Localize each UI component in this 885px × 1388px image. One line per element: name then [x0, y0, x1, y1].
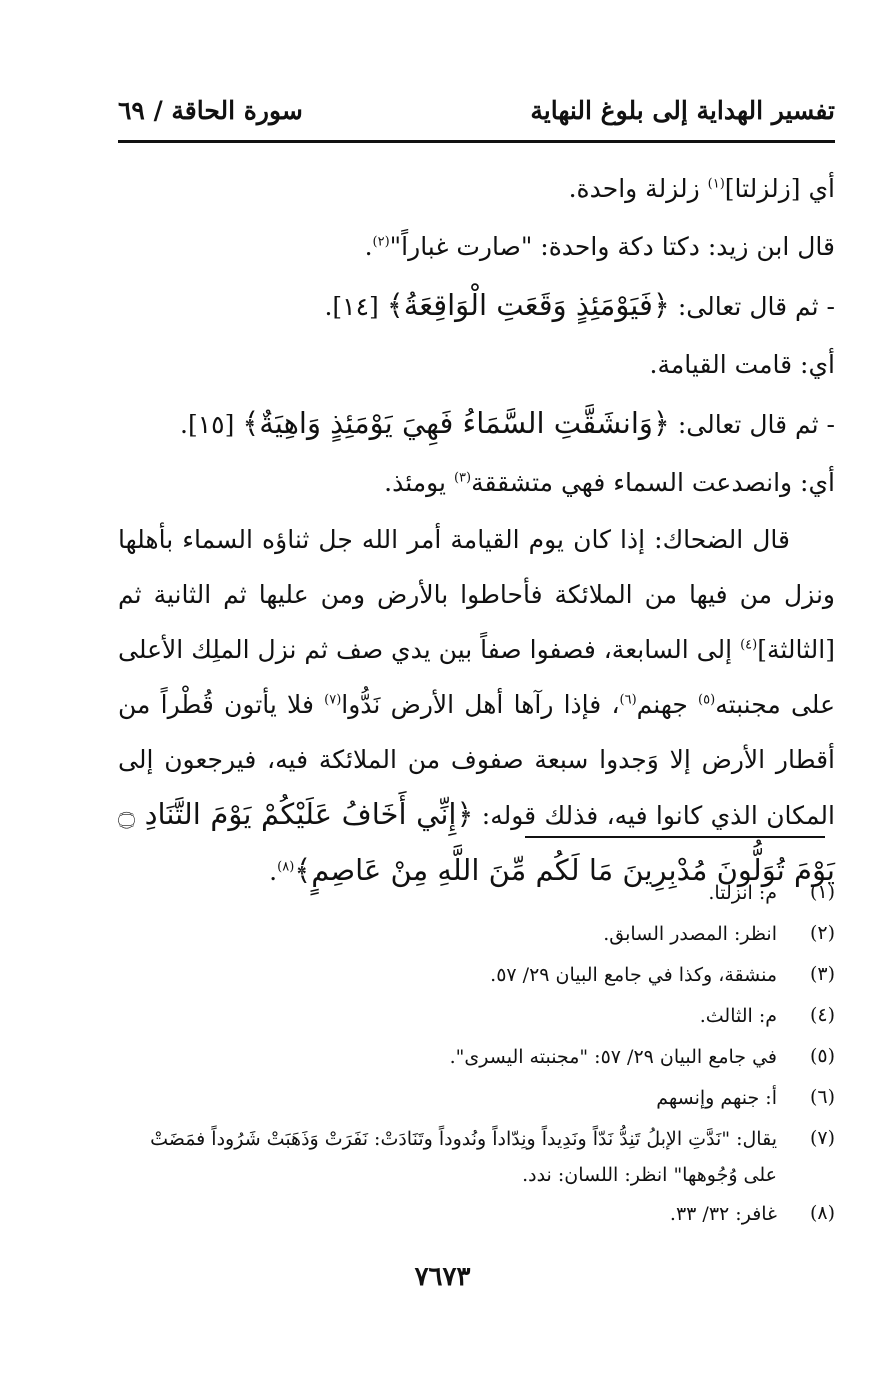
quran-verse: ﴿إِنِّي أَخَافُ عَلَيْكُمْ يَوْمَ التَّنَادِ ۝ يَوْمَ تُوَلُّونَ مُدْبِرِينَ مَا لَكُم مِّنَ اللَّهِ مِنْ عَاصِمٍ﴾ [118, 797, 835, 887]
text-span: ، فإذا رآها أهل الأرض نَدُّوا [341, 690, 620, 719]
text-span: - ثم قال تعالى: [669, 410, 835, 439]
text-span: قال الضحاك: إذا كان يوم القيامة أمر الله جل ثناؤه السماء بأهلها ونزل من فيها من الملائكة فأحاطوا بالأرض ومن عليها ثم الثانية ثم [الثالثة] [118, 525, 835, 664]
paragraph [118, 336, 835, 394]
quran-verse: ﴿فَيَوْمَئِذٍ وَقَعَتِ الْوَاقِعَةُ﴾ [386, 288, 670, 322]
text-span: قال ابن زيد: دكتا دكة واحدة: "صارت غباراً" [389, 232, 835, 261]
text-span: . [269, 857, 278, 886]
footnote-text: م: انزلتا. [708, 882, 777, 904]
footnote-number: (١) [809, 881, 835, 903]
text-span: أي: وانصدعت السماء فهي متشققة [471, 468, 835, 497]
footnote [118, 995, 835, 1036]
paragraph [118, 160, 835, 218]
footnote-ref: (٢) [372, 234, 390, 250]
footnote-number: (٨) [809, 1202, 835, 1224]
footnote [118, 1036, 835, 1077]
footnote-ref: (١) [707, 176, 725, 192]
text-span: جهنم [636, 690, 699, 719]
footnote-number: (٢) [809, 922, 835, 944]
paragraph [118, 394, 835, 454]
text-span: أي: قامت القيامة. [649, 350, 835, 379]
paragraph [118, 218, 835, 276]
text-span: فلا يأتون قُطْراً من أقطار الأرض إلا وَجدوا سبعة صفوف من الملائكة فيه، فيرجعون إلى المكان الذي كانوا فيه، فذلك قوله: [118, 690, 835, 830]
footnote-text: غافر: ٣٢/ ٣٣. [669, 1203, 777, 1225]
text-span: يومئذ. [384, 468, 454, 497]
footnote-number: (٥) [809, 1045, 835, 1067]
verse-number: [١٤]. [324, 292, 387, 321]
footnote-number: (٧) [809, 1127, 835, 1149]
running-header [118, 88, 835, 140]
footnote-ref: (٦) [619, 692, 637, 708]
footnote [118, 1193, 835, 1234]
footnote-text: أ: جنهم وإنسهم [656, 1087, 777, 1109]
footnote-ref: (٧) [324, 692, 342, 708]
book-title: تفسير الهداية إلى بلوغ النهاية [530, 96, 835, 125]
text-span: أي [زلزلتا] [724, 174, 835, 203]
text-span: زلزلة واحدة. [568, 174, 708, 203]
footnote-number: (٤) [809, 1004, 835, 1026]
footnote-text: انظر: المصدر السابق. [603, 923, 777, 945]
footnote [118, 913, 835, 954]
paragraph [118, 454, 835, 512]
footnote-number: (٣) [809, 963, 835, 985]
footnote-text: منشقة، وكذا في جامع البيان ٢٩/ ٥٧. [490, 964, 777, 986]
text-span: إلى السابعة، فصفوا صفاً بين يدي صف ثم نزل الملِك الأعلى على مجنبته [118, 635, 835, 719]
footnote-ref: (٥) [698, 692, 716, 708]
quran-verse: ﴿وَانشَقَّتِ السَّمَاءُ فَهِيَ يَوْمَئِذٍ وَاهِيَةٌ﴾ [242, 406, 670, 440]
footnote-ref: (٣) [453, 470, 472, 486]
header-divider [118, 140, 835, 143]
footnote [118, 1118, 835, 1193]
paragraph [118, 512, 835, 899]
surah-page-label: سورة الحاقة / ٦٩ [118, 96, 303, 125]
page-number: ٧٦٧٣ [414, 1262, 471, 1292]
footnote [118, 872, 835, 913]
footnote-text: م: الثالث. [699, 1005, 777, 1027]
main-text [118, 160, 835, 899]
footnote-ref: (٤) [740, 637, 758, 653]
footnote [118, 954, 835, 995]
text-span: . [364, 232, 373, 261]
footnote [118, 1077, 835, 1118]
verse-number: [١٥]. [180, 410, 243, 439]
footnote-number: (٦) [809, 1086, 835, 1108]
footnote-text: يقال: "نَدَّتِ الإبلُ تَنِدُّ نَدّاً ونَدِيداً ونِدّاداً ونُدوداً وتَنَادَتْ: نَفَرَتْ وَذَهَبَتْ شَرُوداً فمَضَتْ على وُجُوهها" انظر: اللسان: ندد. [150, 1128, 777, 1186]
footnote-ref: (٨) [277, 859, 295, 875]
footnote-divider [525, 836, 825, 838]
paragraph [118, 276, 835, 336]
text-span: - ثم قال تعالى: [669, 292, 835, 321]
footnotes [118, 872, 835, 1234]
footnote-text: في جامع البيان ٢٩/ ٥٧: "مجنبته اليسرى". [449, 1046, 777, 1068]
